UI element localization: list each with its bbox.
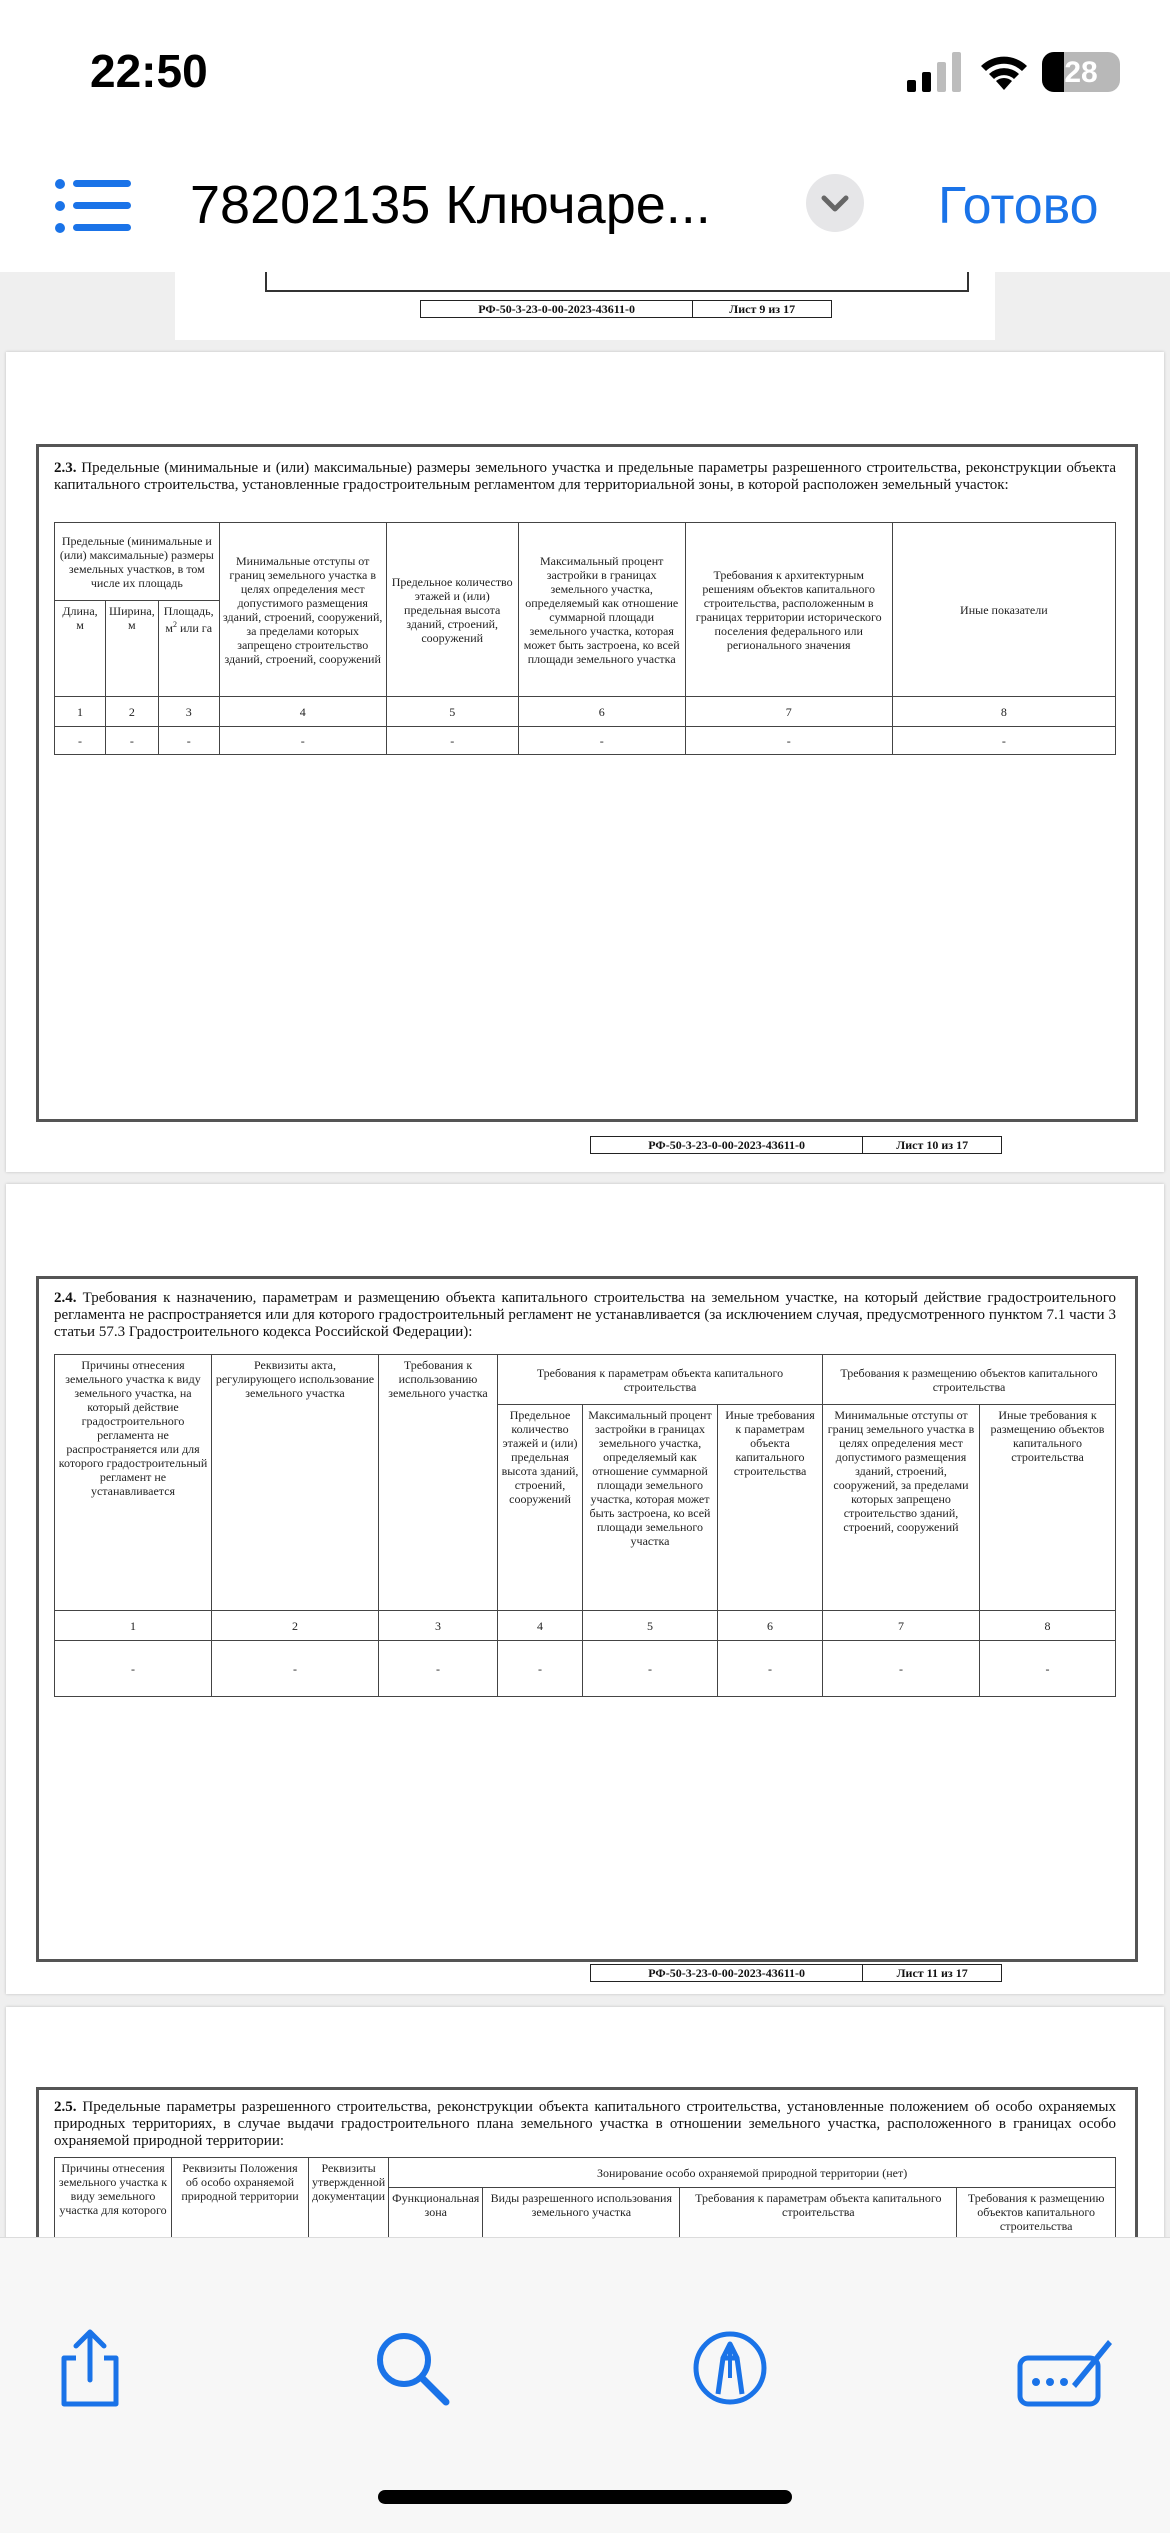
header-other-placement: Иные требования к размещению объектов капитального строительства: [980, 1405, 1116, 1611]
search-icon[interactable]: [372, 2328, 452, 2408]
header-placement: Требования к размещению объектов капитального строительства: [823, 1355, 1116, 1405]
table-cell: -: [106, 727, 159, 755]
header-min-setbacks: Минимальные отступы от границ земельного участка в целях определения мест допустимого размещения зданий, строений, сооружений, за пределами которых запрещено строительство зданий, строений, сооружений: [219, 523, 386, 697]
table-cell: -: [718, 1641, 823, 1697]
column-number: 2: [212, 1611, 379, 1641]
done-button[interactable]: Готово: [938, 177, 1099, 235]
status-bar: [0, 0, 1170, 140]
table-cell: -: [219, 727, 386, 755]
page-stamp: [590, 1136, 1002, 1154]
status-time: 22:50: [90, 45, 208, 97]
section-2-5-text: 2.5. Предельные параметры разрешенного строительства, реконструкции объекта капитального строительства, установленные положением об особо охраняемых природных территориях, в случае выдачи градостроительного плана земельного участка в отношении земельного участка, расположенного в границах особо охраняемой природной территории:: [54, 2099, 1116, 2149]
sheet-number: Лист 11 из 17: [896, 1965, 968, 1980]
document-code: РФ-50-3-23-0-00-2023-43611-0: [591, 1137, 863, 1153]
header-functional-zone: Функциональная зона: [389, 2188, 483, 2238]
signature-icon[interactable]: [1016, 2328, 1114, 2408]
header-land-size: Предельные (минимальные и (или) максимальные) размеры земельных участков, в том числе их площадь: [55, 523, 220, 601]
header-other: Иные показатели: [892, 523, 1115, 697]
page-stamp: [590, 1964, 1002, 1982]
table-cell: -: [55, 1641, 212, 1697]
table-cell: -: [823, 1641, 980, 1697]
document-viewer[interactable]: [0, 272, 1170, 2237]
column-number: 8: [892, 697, 1115, 727]
battery-icon: [1042, 52, 1120, 92]
header-placement: Требования к размещению объектов капитального строительства: [957, 2188, 1116, 2238]
header-floors: Предельное количество этажей и (или) предельная высота зданий, строений, сооружений: [386, 523, 518, 697]
bottom-toolbar: [0, 2237, 1170, 2533]
home-indicator[interactable]: [378, 2490, 792, 2504]
column-number: 8: [980, 1611, 1116, 1641]
header-docs-details: Реквизиты утвержденной документации: [309, 2158, 389, 2238]
header-max-coverage: Максимальный процент застройки в границах земельного участка, определяемый как отношение суммарной площади земельного участка, которая может быть застроена, ко всей площади земельного участка: [583, 1405, 718, 1611]
header-reasons: Причины отнесения земельного участка к виду земельного участка для которого: [55, 2158, 172, 2238]
page-stamp: [420, 300, 832, 318]
column-number: 1: [55, 697, 106, 727]
table-cell: -: [685, 727, 892, 755]
markup-pen-icon[interactable]: [690, 2328, 770, 2408]
section-2-5-table: [54, 2157, 1116, 2237]
header-land-use: Требования к использованию земельного участка: [379, 1355, 498, 1611]
column-number: 2: [106, 697, 159, 727]
table-cell: -: [980, 1641, 1116, 1697]
table-cell: -: [498, 1641, 583, 1697]
column-number: 3: [379, 1611, 498, 1641]
column-number: 7: [685, 697, 892, 727]
header-area: Площадь, $м^2$ или га: [158, 601, 219, 697]
chevron-down-icon: [806, 174, 864, 232]
header-min-setbacks: Минимальные отступы от границ земельного участка в целях определения мест допустимого размещения зданий, строений, сооружений, за пределами которых запрещено строительство зданий, строений, сооружений: [823, 1405, 980, 1611]
column-number: 1: [55, 1611, 212, 1641]
column-number: 4: [498, 1611, 583, 1641]
header-width: Ширина, м: [106, 601, 159, 697]
table-cell: -: [158, 727, 219, 755]
table-cell: -: [518, 727, 685, 755]
list-icon[interactable]: [55, 178, 131, 234]
column-number: 6: [518, 697, 685, 727]
header-act-details: Реквизиты акта, регулирующего использование земельного участка: [212, 1355, 379, 1611]
page-11: [6, 1184, 1164, 1994]
table-cell: -: [583, 1641, 718, 1697]
column-number: 3: [158, 697, 219, 727]
header-object-params: Требования к параметрам объекта капитального строительства: [498, 1355, 823, 1405]
sheet-number: Лист 9 из 17: [729, 301, 796, 316]
header-object-params: Требования к параметрам объекта капитального строительства: [680, 2188, 957, 2238]
column-number: 5: [386, 697, 518, 727]
column-number: 6: [718, 1611, 823, 1641]
section-2-3-table: [54, 522, 1116, 755]
header-other-params: Иные требования к параметрам объекта капитального строительства: [718, 1405, 823, 1611]
page-9: [175, 272, 995, 340]
section-2-4-table: [54, 1354, 1116, 1697]
table-cell: -: [386, 727, 518, 755]
title-menu-button[interactable]: [806, 174, 864, 232]
column-number: 4: [219, 697, 386, 727]
document-code: РФ-50-3-23-0-00-2023-43611-0: [421, 301, 693, 317]
page-10: [6, 352, 1164, 1172]
nav-bar: [0, 140, 1170, 273]
document-code: РФ-50-3-23-0-00-2023-43611-0: [591, 1965, 863, 1981]
header-floors: Предельное количество этажей и (или) предельная высота зданий, строений, сооружений: [498, 1405, 583, 1611]
table-cell: -: [212, 1641, 379, 1697]
table-cell: -: [379, 1641, 498, 1697]
wifi-icon: [978, 50, 1030, 92]
section-2-4-text: 2.4. Требования к назначению, параметрам и размещению объекта капитального строительства на земельном участке, на который действие градостроительного регламента не распространяется или для которого градостроительный регламент не устанавливается (за исключением случая, предусмотренного пунктом 7.1 части 3 статьи 57.3 Градостроительного кодекса Российской Федерации):: [54, 1290, 1116, 1340]
sheet-number: Лист 10 из 17: [896, 1137, 969, 1152]
cellular-signal-icon: [905, 50, 965, 92]
share-icon[interactable]: [50, 2328, 130, 2408]
column-number: 5: [583, 1611, 718, 1641]
page-12: [6, 2007, 1164, 2237]
header-max-coverage: Максимальный процент застройки в границах земельного участка, определяемый как отношение суммарной площади земельного участка, которая может быть застроена, ко всей площади земельного участка: [518, 523, 685, 697]
table-cell: -: [892, 727, 1115, 755]
header-use-types: Виды разрешенного использования земельного участка: [483, 2188, 680, 2238]
header-architecture: Требования к архитектурным решениям объектов капитального строительства, расположенным в границах территории исторического поселения федерального или регионального значения: [685, 523, 892, 697]
header-zoning: Зонирование особо охраняемой природной территории (нет): [389, 2158, 1116, 2188]
column-number: 7: [823, 1611, 980, 1641]
battery-percent: 28: [1064, 56, 1098, 89]
header-length: Длина, м: [55, 601, 106, 697]
header-reasons: Причины отнесения земельного участка к виду земельного участка, на который действие градостроительного регламента не распространяется или для которого градостроительный регламент не устанавливается: [55, 1355, 212, 1611]
table-cell: -: [55, 727, 106, 755]
document-title[interactable]: 78202135 Ключаре...: [190, 175, 711, 235]
section-2-3-text: 2.3. Предельные (минимальные и (или) максимальные) размеры земельного участка и предельные параметры разрешенного строительства, реконструкции объекта капитального строительства, установленные градостроительным регламентом для территориальной зоны, в которой расположен земельный участок:: [54, 460, 1116, 493]
header-regulation-details: Реквизиты Положения об особо охраняемой природной территории: [172, 2158, 309, 2238]
